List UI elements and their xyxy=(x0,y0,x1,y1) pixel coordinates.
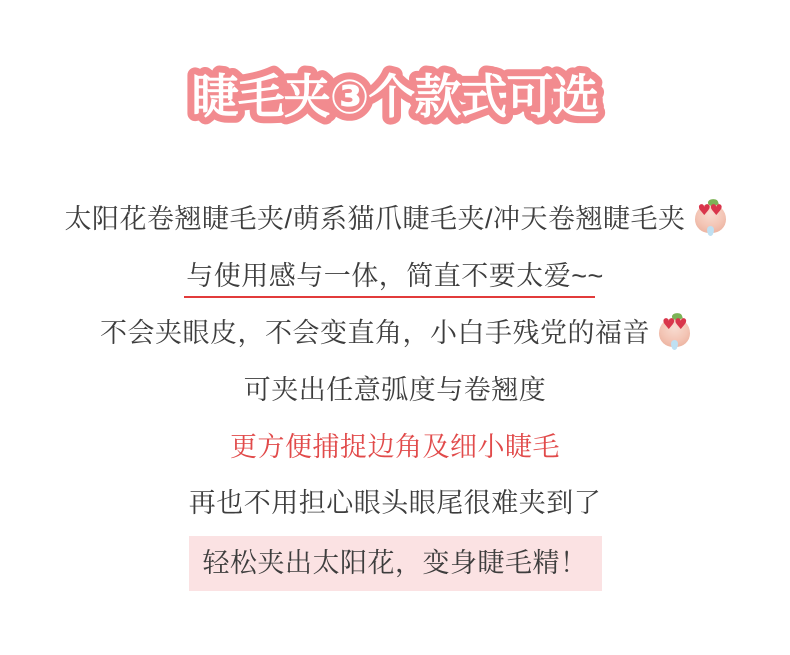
feature-line-corners-text: 更方便捕捉边角及细小睫毛 xyxy=(230,432,560,462)
highlighted-text: 轻松夹出太阳花，变身睫毛精！ xyxy=(189,536,602,591)
feature-line-curl xyxy=(0,372,790,408)
feature-line-love-text: 与使用感与一体，简直不要太爱~~ xyxy=(186,261,604,291)
red-underline xyxy=(184,296,595,298)
feature-line-sunflower xyxy=(0,536,790,591)
feature-line-no-pinch-text: 不会夹眼皮，不会变直角，小白手残党的福音 xyxy=(100,318,650,348)
drool-icon xyxy=(707,226,714,236)
feature-line-styles-text: 太阳花卷翘睫毛夹/萌系猫爪睫毛夹/冲天卷翘睫毛夹 xyxy=(64,204,686,234)
feature-line-no-pinch xyxy=(0,315,790,351)
page-title xyxy=(135,38,655,155)
feature-line-curl-text: 可夹出任意弧度与卷翘度 xyxy=(243,375,547,405)
page-title-text: 睫毛夹③个款式可选 xyxy=(191,70,599,125)
heart-eyes-drooling-emoji-icon xyxy=(695,204,726,233)
bubble-title-graphic xyxy=(135,38,655,150)
feature-line-corners xyxy=(0,429,790,465)
drool-icon xyxy=(671,340,678,350)
heart-eye-icon xyxy=(674,317,688,332)
heart-eye-icon xyxy=(710,203,724,218)
feature-line-love xyxy=(0,258,790,294)
feature-line-no-worry xyxy=(0,485,790,521)
feature-line-styles xyxy=(0,201,790,237)
feature-line-no-worry-text: 再也不用担心眼头眼尾很难夹到了 xyxy=(188,488,602,518)
heart-eyes-drooling-emoji-icon xyxy=(659,318,690,347)
